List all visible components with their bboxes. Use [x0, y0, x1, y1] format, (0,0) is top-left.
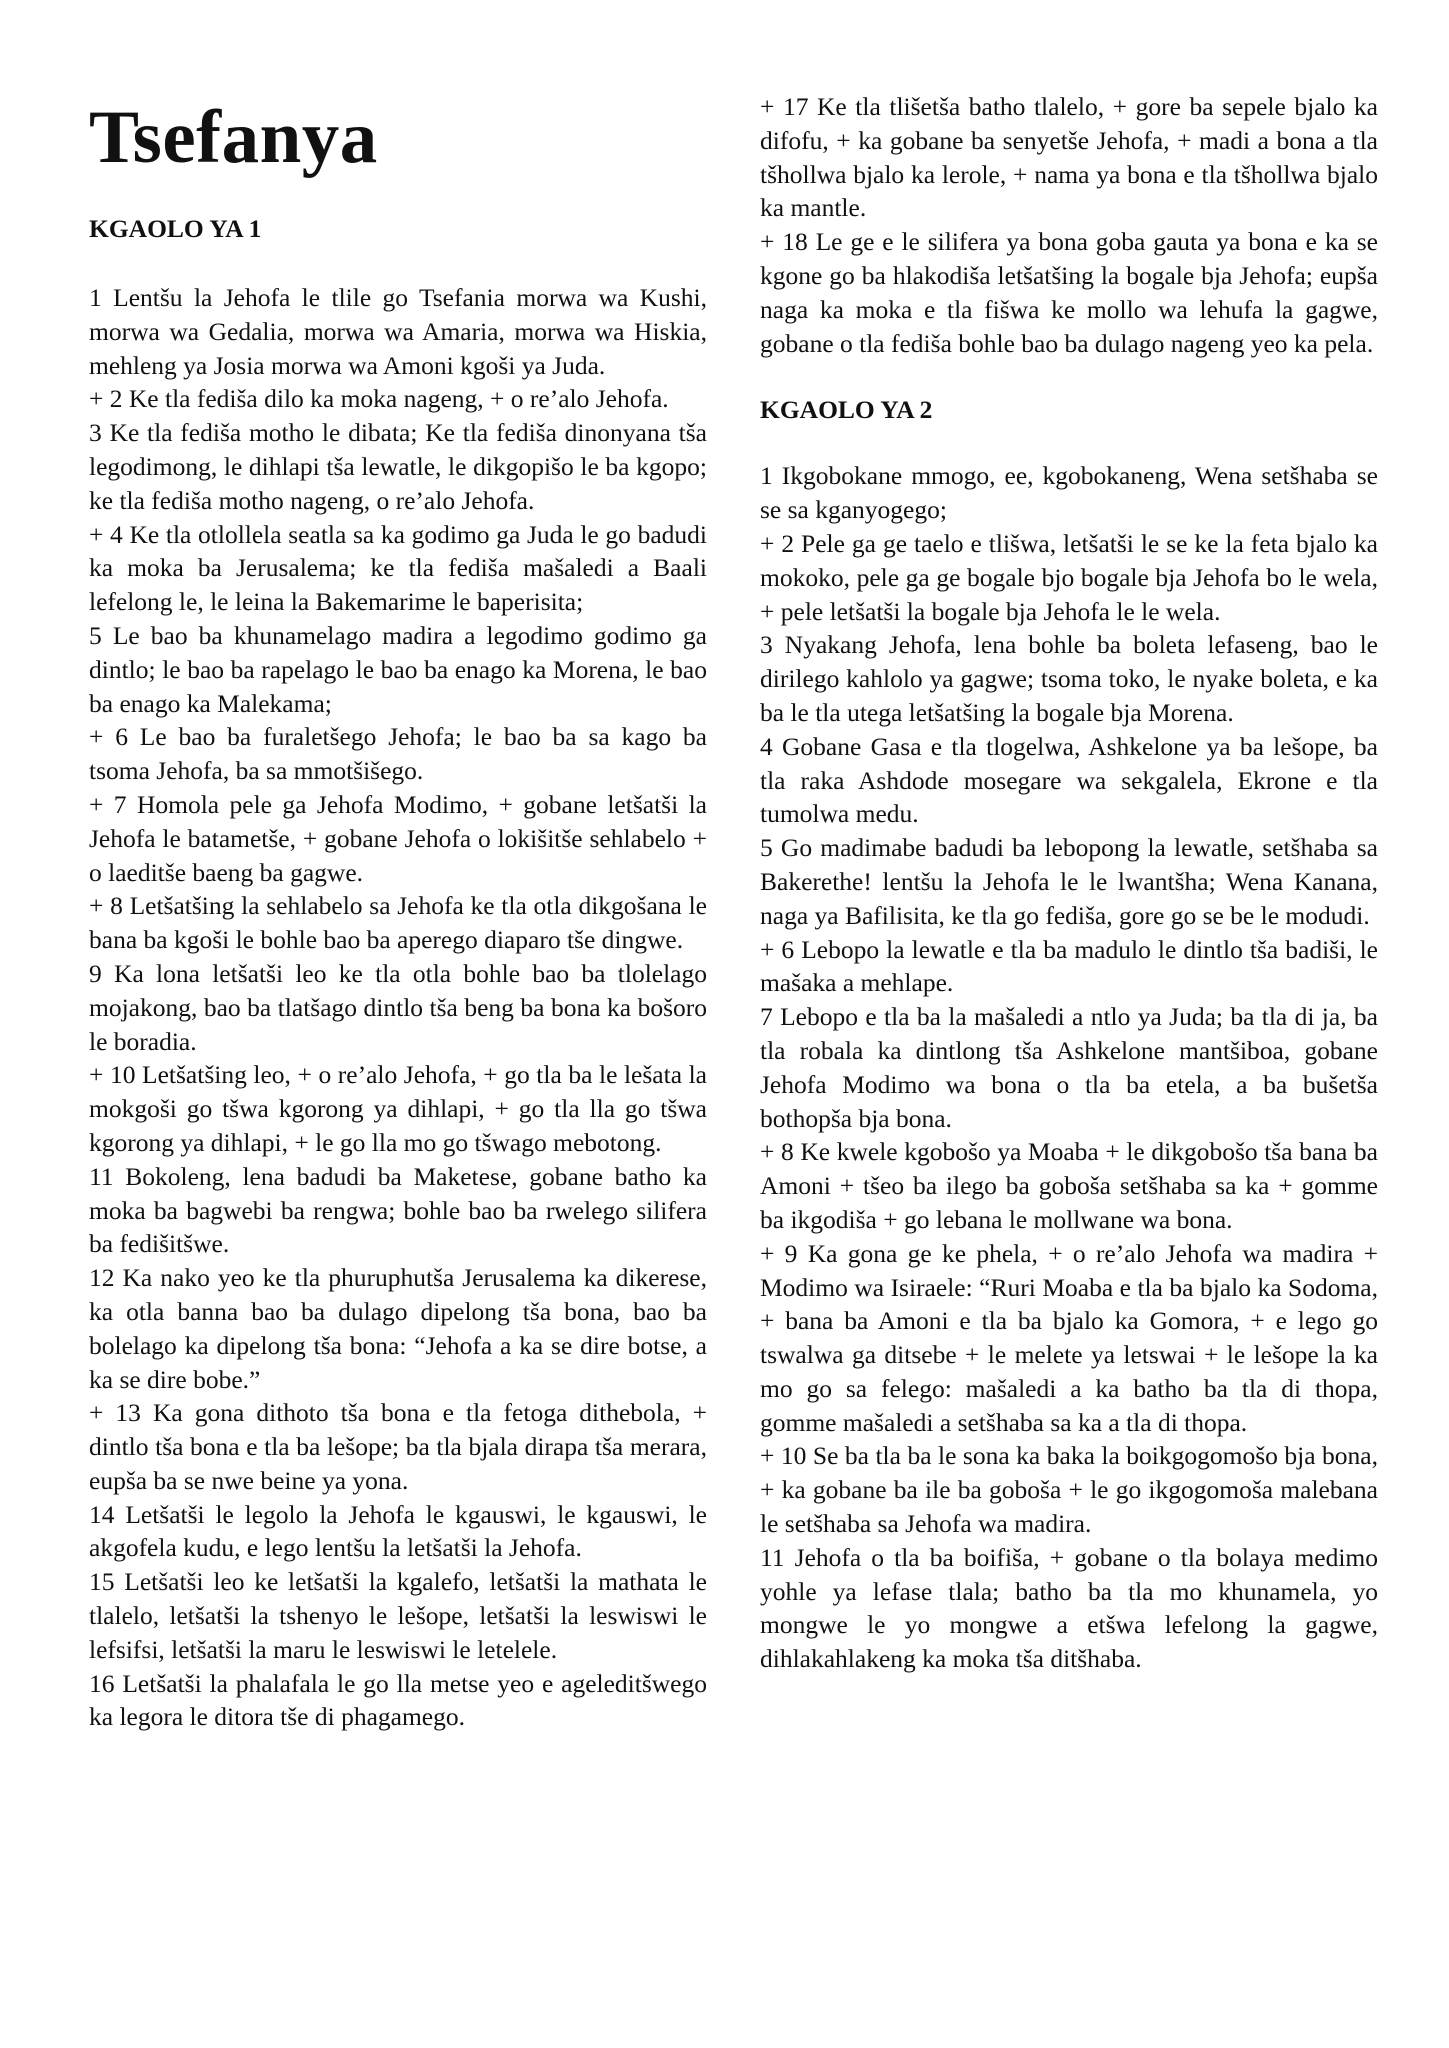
verse-2-6: + 6 Lebopo la lewatle e tla ba madulo le dintlo tša badiši, le mašaka a mehlape.	[760, 934, 1378, 998]
verse-1-3: 3 Ke tla fediša motho le dibata; Ke tla fediša dinonyana tša legodimong, le dihlapi tša lewatle, le dikgopišo le ba kgopo; ke tla fediša motho nageng, o re’alo Jehofa.	[89, 418, 707, 515]
verse-1-4: + 4 Ke tla otlollela seatla sa ka godimo ga Juda le go badudi ka moka ba Jerusalema; ke tla fediša mašaledi a Baali lefelong le, le leina la Bakemarime le baperisita;	[89, 519, 707, 617]
verse-2-4: 4 Gobane Gasa e tla tlogelwa, Ashkelone ya ba lešope, ba tla raka Ashdode mosegare wa sekgalela, Ekrone e tla tumolwa medu.	[760, 731, 1378, 829]
verse-1-13: + 13 Ka gona dithoto tša bona e tla fetoga dithebola, + dintlo tša bona e tla ba lešope; ba tla bjala dirapa tša merara, eupša ba se nwe beine ya yona.	[89, 1398, 707, 1495]
verse-1-14: 14 Letšatši le legolo la Jehofa le kgauswi, le kgauswi, le akgofela kudu, e lego lentšu la letšatši la Jehofa.	[89, 1499, 707, 1563]
verse-2-5: 5 Go madimabe badudi ba lebopong la lewatle, setšhaba sa Bakerethe! lentšu la Jehofa le le lwantšha; Wena Kanana, naga ya Bafilisita, ke tla go fediša, gore go se be le modudi.	[760, 833, 1378, 930]
verse-2-3: 3 Nyakang Jehofa, lena bohle ba boleta lefaseng, bao le dirilego kahlolo ya gagwe; tsoma toko, le nyake boleta, e ka ba le tla utega letšatšing la bogale bja Morena.	[760, 630, 1378, 727]
verse-2-11: 11 Jehofa o tla ba boifiša, + gobane o tla bolaya medimo yohle ya lefase tlala; batho ba tla mo khunamela, yo mongwe le yo mongwe a etšwa lefelong la gagwe, dihlakahlakeng ka moka tša ditšhaba.	[760, 1542, 1378, 1674]
verse-1-10: + 10 Letšatšing leo, + o re’alo Jehofa, + go tla ba le lešata la mokgoši go tšwa kgorong ya dihlapi, + go tla lla go tšwa kgorong ya dihlapi, + le go lla mo go tšwago mebotong.	[89, 1060, 707, 1157]
verse-2-2: + 2 Pele ga ge taelo e tlišwa, letšatši le se ke la feta bjalo ka mokoko, pele ga ge bogale bjo bogale bja Jehofa bo le wela, + pele letšatši la bogale bja Jehofa le le wela.	[760, 528, 1378, 626]
verse-2-9: + 9 Ka gona ge ke phela, + o re’alo Jehofa wa madira + Modimo wa Isiraele: “Ruri Moaba e tla ba bjalo ka Sodoma, + bana ba Amoni e tla ba bjalo ka Gomora, + e lego go tswalwa ga ditsebe + le melete ya letswai + le lešope la ka mo go sa felego: mašaledi a ka batho ba tla di thopa, gomme mašaledi a setšhaba sa ka a tla di thopa.	[760, 1238, 1378, 1437]
verse-1-2: + 2 Ke tla fediša dilo ka moka nageng, + o re’alo Jehofa.	[89, 384, 669, 414]
verse-1-1: 1 Lentšu la Jehofa le tlile go Tsefania morwa wa Kushi, morwa wa Gedalia, morwa wa Amaria, morwa wa Hiskia, mehleng ya Josia morwa wa Amoni kgoši ya Juda.	[89, 283, 707, 380]
chapter-2-heading: KGAOLO YA 2	[760, 395, 933, 425]
verse-1-17: + 17 Ke tla tlišetša batho tlalelo, + gore ba sepele bjalo ka difofu, + ka gobane ba senyetše Jehofa, + madi a bona a tla tšhollwa bjalo ka lerole, + nama ya bona e tla tšhollwa bjalo ka mantle.	[760, 92, 1378, 223]
right-column	[760, 90, 1378, 1676]
verse-1-7: + 7 Homola pele ga Jehofa Modimo, + gobane letšatši la Jehofa le batametše, + gobane Jehofa o lokišitše sehlabelo + o laeditše baeng ba gagwe.	[89, 789, 707, 887]
verse-1-15: 15 Letšatši leo ke letšatši la kgalefo, letšatši la mathata le tlalelo, letšatši la tshenyo le lešope, letšatši la leswiswi le lefsifsi, letšatši la maru le leswiswi le letelele.	[89, 1567, 707, 1664]
verse-1-8: + 8 Letšatšing la sehlabelo sa Jehofa ke tla otla dikgošana le bana ba kgoši le bohle bao ba aperego diaparo tše dingwe.	[89, 891, 707, 955]
left-column	[89, 90, 707, 1734]
verse-1-16: 16 Letšatši la phalafala le go lla metse yeo e ageleditšwego ka legora le ditora tše di phagamego.	[89, 1668, 707, 1732]
book-title: Tsefanya	[89, 96, 378, 179]
verse-2-8: + 8 Ke kwele kgobošo ya Moaba + le dikgobošo tša bana ba Amoni + tšeo ba ilego ba goboša setšhaba sa ka + gomme ba ikgodiša + go lebana le mollwane wa bona.	[760, 1137, 1378, 1234]
verse-1-12: 12 Ka nako yeo ke tla phuruphutša Jerusalema ka dikerese, ka otla banna bao ba dulago dipelong tša bona, bao ba bolelago ka dipelong tša bona: “Jehofa a ka se dire botse, a ka se dire bobe.”	[89, 1263, 707, 1394]
verse-1-18: + 18 Le ge e le silifera ya bona goba gauta ya bona e ka se kgone go ba hlakodiša letšatšing la bogale bja Jehofa; eupša naga ka moka e tla fišwa ke mollo wa lehufa la gagwe, gobane o tla fediša bohle bao ba dulago nageng yeo ka pela.	[760, 227, 1378, 358]
verse-1-5: 5 Le bao ba khunamelago madira a legodimo godimo ga dintlo; le bao ba rapelago le bao ba enago ka Morena, le bao ba enago ka Malekama;	[89, 620, 707, 718]
verse-2-7: 7 Lebopo e tla ba la mašaledi a ntlo ya Juda; ba tla di ja, ba tla robala ka dintlong tša Ashkelone mantšiboa, gobane Jehofa Modimo wa bona o tla ba etela, a ba bušetša bothopša bja bona.	[760, 1002, 1378, 1133]
verse-2-1: 1 Ikgobokane mmogo, ee, kgobokaneng, Wena setšhaba se se sa kganyogego;	[760, 461, 1378, 525]
verse-1-11: 11 Bokoleng, lena badudi ba Maketese, gobane batho ka moka ba bagwebi ba rengwa; bohle bao ba rwelego silifera ba fedišitšwe.	[89, 1161, 707, 1259]
verse-1-6: + 6 Le bao ba furaletšego Jehofa; le bao ba sa kago ba tsoma Jehofa, ba sa mmotšišego.	[89, 722, 707, 786]
verse-2-10: + 10 Se ba tla ba le sona ka baka la boikgogomošo bja bona, + ka gobane ba ile ba goboša + le go ikgogomoša malebana le setšhaba sa Jehofa wa madira.	[760, 1441, 1378, 1539]
verse-1-9: 9 Ka lona letšatši leo ke tla otla bohle bao ba tlolelago mojakong, bao ba tlatšago dintlo tša beng ba bona ka bošoro le boradia.	[89, 958, 707, 1056]
chapter-1-heading: KGAOLO YA 1	[89, 214, 262, 243]
